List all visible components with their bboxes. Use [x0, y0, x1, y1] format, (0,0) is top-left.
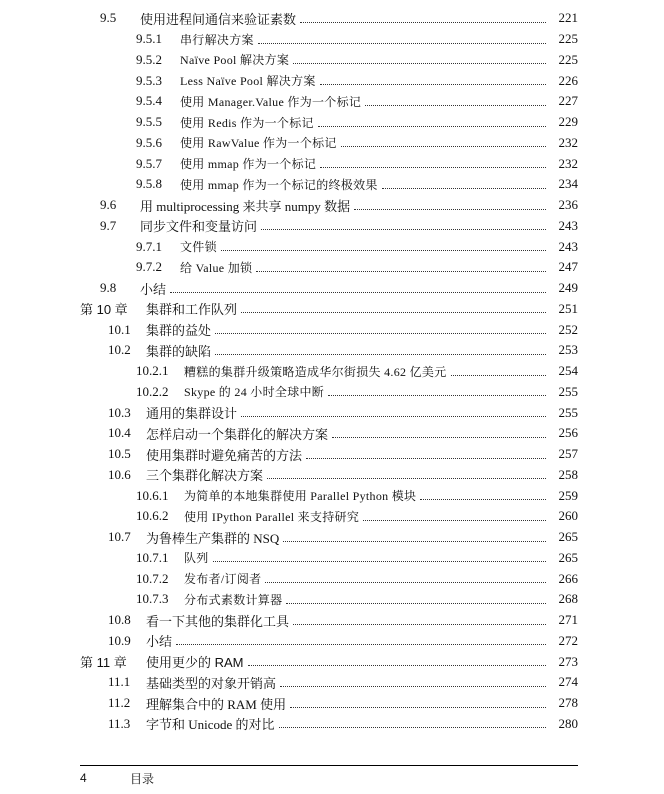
dot-leader: [283, 541, 546, 542]
dot-leader: [213, 561, 546, 562]
toc-entry[interactable]: [0, 91, 664, 112]
toc-entry-title: 怎样启动一个集群化的解决方案: [146, 426, 329, 442]
toc-entry-page: 256: [558, 425, 578, 441]
dot-leader: [320, 167, 546, 168]
toc-entry[interactable]: [0, 672, 664, 693]
toc-entry-page: 234: [558, 176, 578, 192]
dot-leader: [221, 250, 546, 251]
toc-entry-number: 10.7: [108, 529, 131, 545]
dot-leader: [354, 209, 546, 210]
toc-entry-page: 274: [558, 674, 578, 690]
dot-leader: [306, 458, 546, 459]
toc-entry[interactable]: [0, 693, 664, 714]
toc-entry-number: 10.9: [108, 632, 131, 648]
toc-entry[interactable]: [0, 257, 664, 278]
dot-leader: [256, 271, 546, 272]
toc-entry[interactable]: [0, 527, 664, 548]
toc-entry-page: 255: [558, 383, 578, 399]
toc-entry-title: 分布式素数计算器: [184, 592, 283, 607]
dot-leader: [241, 416, 546, 417]
toc-entry-number: 9.7.1: [136, 238, 162, 254]
toc-entry-title: 三个集群化解决方案: [146, 468, 264, 484]
toc-entry-page: 247: [558, 259, 578, 275]
toc-entry-title: 发布者/订阅者: [184, 572, 262, 587]
dot-leader: [365, 105, 546, 106]
dot-leader: [248, 665, 546, 666]
dot-leader: [320, 84, 546, 85]
toc-entry[interactable]: [0, 361, 664, 382]
toc-entry-title: 使用进程间通信来验证素数: [140, 11, 297, 27]
dot-leader: [290, 707, 546, 708]
toc-entry-page: 232: [558, 134, 578, 150]
toc-entry[interactable]: [0, 216, 664, 237]
toc-entry-number: 9.5: [100, 10, 117, 26]
toc-entry-page: 229: [558, 114, 578, 130]
toc-entry[interactable]: [0, 589, 664, 610]
toc-entry-page: 221: [558, 10, 578, 26]
toc-entry-number: 10.7.1: [136, 549, 169, 565]
dot-leader: [286, 603, 546, 604]
dot-leader: [328, 395, 546, 396]
toc-entry-number: 第 10 章: [80, 302, 128, 318]
toc-entry-title: 小结: [146, 634, 173, 650]
toc-chapter-entry[interactable]: [0, 299, 664, 320]
toc-entry[interactable]: [0, 133, 664, 154]
toc-entry-title: 使用 Redis 作为一个标记: [180, 115, 314, 130]
toc-entry[interactable]: [0, 319, 664, 340]
toc-entry-page: 255: [558, 404, 578, 420]
toc-entry-page: 225: [558, 31, 578, 47]
toc-entry-number: 9.5.6: [136, 134, 162, 150]
toc-entry-page: 265: [558, 529, 578, 545]
toc-entry-page: 265: [558, 549, 578, 565]
toc-entry-page: 251: [558, 300, 578, 316]
toc-entry[interactable]: [0, 506, 664, 527]
toc-entry-page: 252: [558, 321, 578, 337]
toc-entry-number: 11.1: [108, 674, 131, 690]
toc-entry-title: 为简单的本地集群使用 Parallel Python 模块: [184, 489, 417, 504]
dot-leader: [382, 188, 546, 189]
toc-entry-title: 为鲁棒生产集群的 NSQ: [146, 530, 280, 546]
toc-entry-number: 10.8: [108, 612, 131, 628]
toc-entry-title: 使用更少的 RAM: [146, 655, 244, 671]
dot-leader: [279, 727, 546, 728]
toc-entry-number: 10.6.1: [136, 487, 169, 503]
toc-entry-title: 基础类型的对象开销高: [146, 675, 277, 691]
toc-entry-number: 11.3: [108, 715, 131, 731]
toc-entry-number: 10.1: [108, 321, 131, 337]
toc-entry-title: 通用的集群设计: [146, 406, 238, 422]
toc-entry-number: 11.2: [108, 695, 131, 711]
toc-entry-page: 266: [558, 570, 578, 586]
dot-leader: [261, 229, 546, 230]
toc-entry-page: 280: [558, 715, 578, 731]
toc-entry-page: 232: [558, 155, 578, 171]
toc-entry-title: 使用集群时避免痛苦的方法: [146, 447, 303, 463]
dot-leader: [267, 478, 546, 479]
toc-entry-title: 使用 IPython Parallel 来支持研究: [184, 509, 360, 524]
dot-leader: [363, 520, 546, 521]
toc-entry-number: 9.5.2: [136, 51, 162, 67]
toc-entry-page: 258: [558, 466, 578, 482]
toc-entry-title: 文件锁: [180, 240, 217, 255]
toc-entry-page: 249: [558, 280, 578, 296]
footer-rule: [80, 765, 578, 766]
dot-leader: [420, 499, 546, 500]
toc-entry[interactable]: [0, 465, 664, 486]
toc-entry[interactable]: [0, 402, 664, 423]
toc-entry-number: 9.5.4: [136, 93, 162, 109]
toc-entry-number: 10.7.2: [136, 570, 169, 586]
toc-entry-title: 同步文件和变量访问: [140, 219, 258, 235]
toc-entry-title: 看一下其他的集群化工具: [146, 613, 290, 629]
toc-entry[interactable]: [0, 8, 664, 29]
footer-label: 目录: [130, 772, 155, 786]
toc-entry-title: 串行解决方案: [180, 32, 254, 47]
dot-leader: [293, 63, 546, 64]
toc-entry-number: 10.5: [108, 446, 131, 462]
toc-entry-number: 10.6.2: [136, 508, 169, 524]
toc-entry-page: 236: [558, 197, 578, 213]
toc-entry[interactable]: [0, 714, 664, 735]
toc-entry-number: 9.7: [100, 217, 117, 233]
toc-entry-number: 10.3: [108, 404, 131, 420]
toc-entry[interactable]: [0, 631, 664, 652]
toc-entry[interactable]: [0, 548, 664, 569]
dot-leader: [332, 437, 546, 438]
toc-entry[interactable]: [0, 174, 664, 195]
toc-entry[interactable]: [0, 50, 664, 71]
toc-entry[interactable]: [0, 568, 664, 589]
footer-page-number: 4: [80, 771, 87, 785]
toc-entry-number: 10.2: [108, 342, 131, 358]
toc-entry-number: 10.4: [108, 425, 131, 441]
toc-entry-page: 254: [558, 363, 578, 379]
toc-entry[interactable]: [0, 112, 664, 133]
toc-entry-number: 10.6: [108, 466, 131, 482]
toc-entry-title: 集群和工作队列: [146, 302, 238, 318]
dot-leader: [451, 375, 546, 376]
dot-leader: [215, 333, 546, 334]
toc-entry[interactable]: [0, 278, 664, 299]
toc-entry-page: 273: [558, 653, 578, 669]
toc-entry-number: 9.7.2: [136, 259, 162, 275]
dot-leader: [265, 582, 546, 583]
toc-entry-page: 225: [558, 51, 578, 67]
toc-entry-title: Skype 的 24 小时全球中断: [184, 385, 325, 400]
toc-entry-title: 糟糕的集群升级策略造成华尔街损失 4.62 亿美元: [184, 364, 447, 379]
toc-entry-page: 257: [558, 446, 578, 462]
dot-leader: [258, 43, 546, 44]
toc-entry-number: 10.2.1: [136, 363, 169, 379]
toc-entry-title: 用 multiprocessing 来共享 numpy 数据: [140, 198, 351, 214]
toc-entry[interactable]: [0, 423, 664, 444]
dot-leader: [300, 22, 546, 23]
toc-entry-page: 260: [558, 508, 578, 524]
toc-entry-title: 小结: [140, 281, 167, 297]
toc-entry[interactable]: [0, 236, 664, 257]
toc-entry-title: 使用 mmap 作为一个标记: [180, 157, 317, 172]
toc-entry-title: 集群的益处: [146, 323, 212, 339]
toc-entry[interactable]: [0, 444, 664, 465]
toc-entry-page: 278: [558, 695, 578, 711]
dot-leader: [293, 624, 546, 625]
toc-entry[interactable]: [0, 485, 664, 506]
toc-entry-page: 253: [558, 342, 578, 358]
dot-leader: [318, 126, 546, 127]
toc-entry-page: 259: [558, 487, 578, 503]
toc-entry-number: 9.8: [100, 280, 117, 296]
toc-entry-title: 给 Value 加锁: [180, 260, 253, 275]
toc-entry[interactable]: [0, 70, 664, 91]
toc-entry-number: 10.7.3: [136, 591, 169, 607]
dot-leader: [215, 354, 546, 355]
toc-entry[interactable]: [0, 340, 664, 361]
toc-entry-title: 使用 Manager.Value 作为一个标记: [180, 94, 362, 109]
toc-entry-number: 10.2.2: [136, 383, 169, 399]
toc-entry-number: 第 11 章: [80, 655, 127, 671]
toc-entry-page: 243: [558, 238, 578, 254]
toc-entry-page: 272: [558, 632, 578, 648]
dot-leader: [341, 146, 546, 147]
toc-entry-title: 队列: [184, 551, 209, 566]
toc-entry-number: 9.6: [100, 197, 117, 213]
toc-entry[interactable]: [0, 382, 664, 403]
toc-entry-title: 集群的缺陷: [146, 343, 212, 359]
dot-leader: [170, 292, 546, 293]
toc-entry[interactable]: [0, 29, 664, 50]
dot-leader: [241, 312, 546, 313]
toc-entry-title: 字节和 Unicode 的对比: [146, 717, 275, 733]
toc-entry-page: 243: [558, 217, 578, 233]
toc-entry-number: 9.5.7: [136, 155, 162, 171]
toc-chapter-entry[interactable]: [0, 651, 664, 672]
dot-leader: [280, 686, 546, 687]
toc-entry-title: 理解集合中的 RAM 使用: [146, 696, 287, 712]
toc-entry-title: Naïve Pool 解决方案: [180, 53, 290, 68]
toc-entry-number: 9.5.8: [136, 176, 162, 192]
toc-entry-page: 271: [558, 612, 578, 628]
toc-entry-title: 使用 RawValue 作为一个标记: [180, 136, 337, 151]
toc-entry-number: 9.5.1: [136, 31, 162, 47]
toc-entry-title: 使用 mmap 作为一个标记的终极效果: [180, 177, 378, 192]
table-of-contents: [0, 8, 664, 734]
toc-entry[interactable]: [0, 610, 664, 631]
dot-leader: [176, 644, 546, 645]
toc-entry-page: 227: [558, 93, 578, 109]
toc-entry-page: 226: [558, 72, 578, 88]
toc-entry-number: 9.5.3: [136, 72, 162, 88]
toc-entry[interactable]: [0, 195, 664, 216]
toc-entry[interactable]: [0, 153, 664, 174]
toc-entry-page: 268: [558, 591, 578, 607]
toc-entry-title: Less Naïve Pool 解决方案: [180, 74, 316, 89]
toc-entry-number: 9.5.5: [136, 114, 162, 130]
